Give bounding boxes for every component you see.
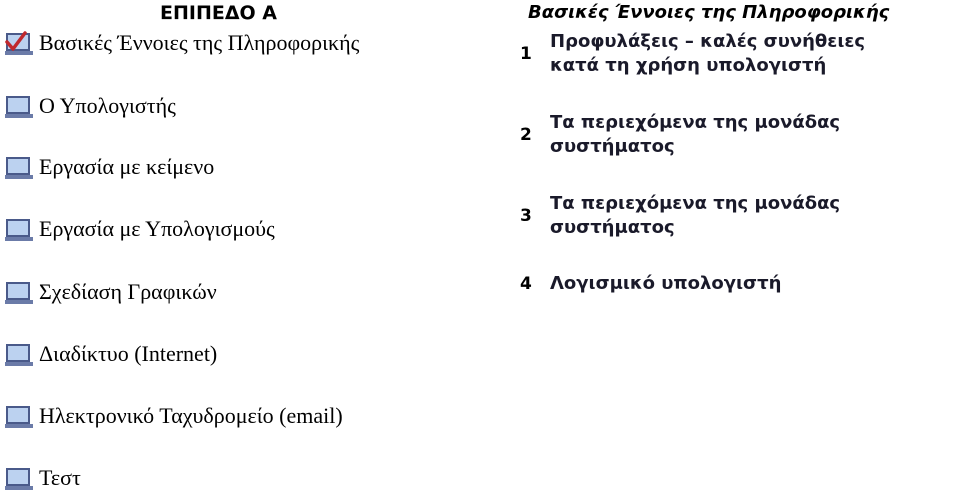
lesson-title-line: Τα περιεχόμενα της μονάδας	[550, 112, 841, 133]
monitor-icon	[3, 462, 35, 494]
menu-item-label: Τεστ	[39, 465, 81, 490]
menu-item-internet[interactable]	[3, 337, 217, 371]
lesson-title	[550, 272, 781, 296]
lesson-title-line: Τα περιεχόμενα της μονάδας	[550, 193, 841, 214]
lesson-title	[550, 30, 865, 78]
menu-item-label: Σχεδίαση Γραφικών	[39, 279, 217, 304]
lesson-link-3[interactable]	[520, 192, 840, 240]
monitor-icon	[3, 400, 35, 432]
lesson-link-4[interactable]	[520, 272, 781, 296]
lesson-number: 2	[520, 125, 532, 145]
menu-item-basic-concepts[interactable]	[3, 26, 359, 60]
menu-item-label: Διαδίκτυο (Internet)	[39, 341, 218, 366]
lesson-link-1[interactable]	[520, 30, 865, 78]
menu-item-label: Εργασία με Υπολογισμούς	[39, 216, 275, 241]
menu-item-computer[interactable]	[3, 89, 176, 123]
monitor-icon	[3, 90, 35, 122]
menu-item-test[interactable]	[3, 461, 81, 495]
lesson-title-line: Προφυλάξεις – καλές συνήθειες	[550, 31, 866, 52]
monitor-icon	[3, 213, 35, 245]
lesson-title-line: συστήματος	[550, 136, 675, 157]
lesson-link-2[interactable]	[520, 111, 840, 159]
lesson-number: 3	[520, 206, 532, 226]
lesson-title-line: κατά τη χρήση υπολογιστή	[550, 55, 827, 76]
menu-item-text-work[interactable]	[3, 150, 214, 184]
monitor-icon	[3, 276, 35, 308]
section-title: Βασικές Έννοιες της Πληροφορικής	[528, 2, 890, 23]
menu-item-email[interactable]	[3, 399, 343, 433]
lesson-title-line: Λογισμικό υπολογιστή	[550, 273, 782, 294]
menu-item-label: Ηλεκτρονικό Ταχυδρομείο (email)	[39, 403, 343, 428]
menu-item-label: Εργασία με κείμενο	[39, 154, 215, 179]
menu-item-calculations[interactable]	[3, 212, 275, 246]
checked-monitor-icon	[3, 27, 35, 59]
menu-item-label: Βασικές Έννοιες της Πληροφορικής	[39, 30, 360, 55]
monitor-icon	[3, 338, 35, 370]
lesson-title	[550, 111, 840, 159]
lesson-title	[550, 192, 840, 240]
lesson-number: 4	[520, 274, 532, 294]
lesson-number: 1	[520, 44, 532, 64]
level-title: ΕΠΙΠΕΔΟ Α	[160, 2, 278, 24]
menu-item-label: Ο Υπολογιστής	[39, 93, 176, 118]
monitor-icon	[3, 151, 35, 183]
lesson-title-line: συστήματος	[550, 217, 675, 238]
menu-item-graphics[interactable]	[3, 275, 217, 309]
